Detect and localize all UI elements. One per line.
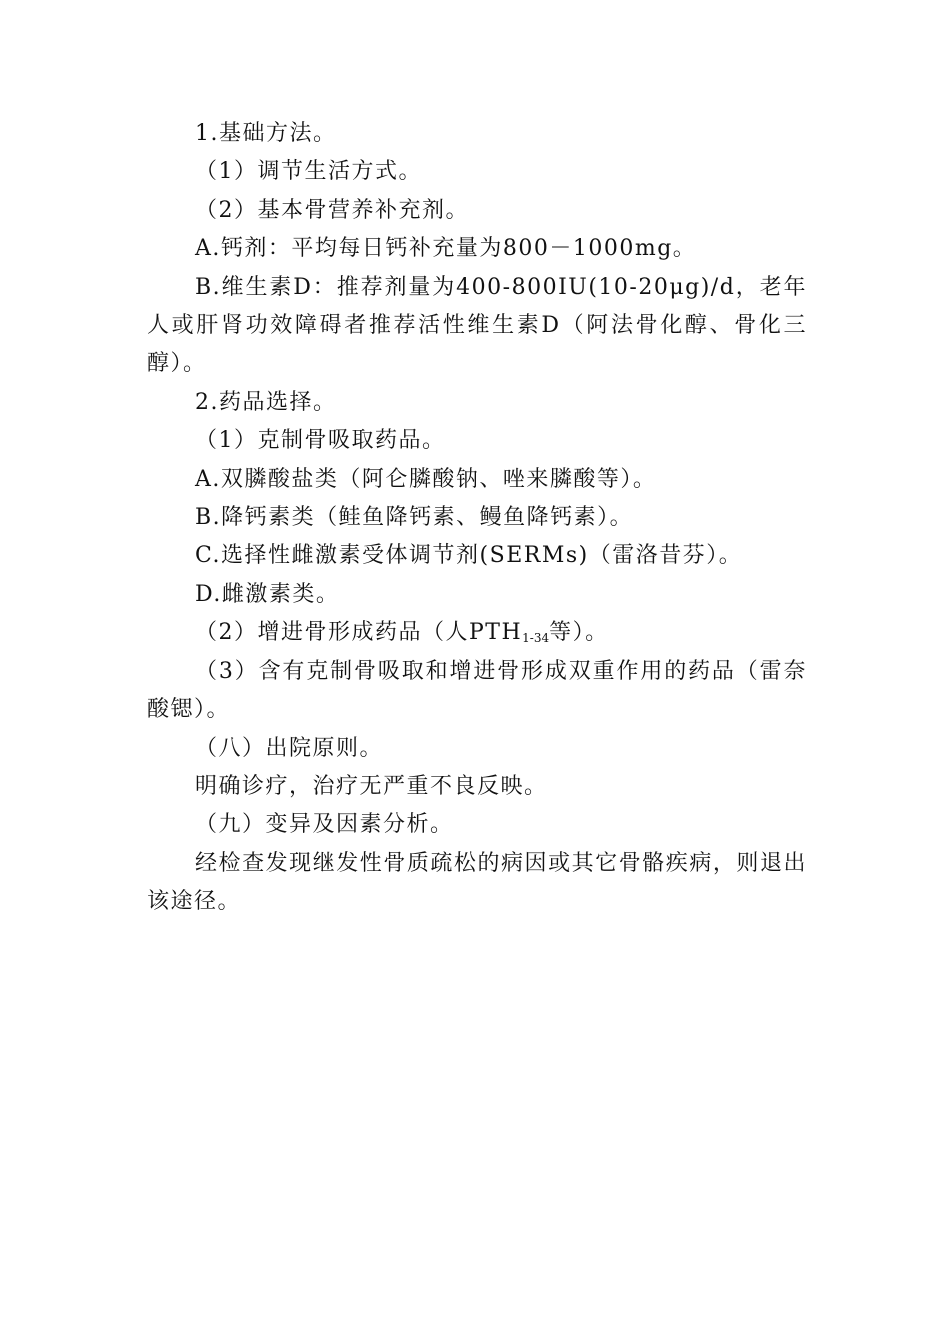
pth-text-after: 等）。 [549,620,609,646]
paragraph-basic-methods: 1.基础方法。 [195,121,337,146]
paragraph-vitamin-d: B.维生素D：推荐剂量为400-800IU(10-20μg)/d，老年人或肝肾功效障碍者推荐活性维生素D（阿法骨化醇、骨化三醇）。 [147,274,807,377]
paragraph-discharge-criteria: 明确诊疗，治疗无严重不良反映。 [195,773,548,799]
paragraph-resorption-inhibitors: （1）克制骨吸取药品。 [195,428,446,454]
paragraph-dual-action: （3）含有克制骨吸取和增进骨形成双重作用的药品（雷奈酸锶）。 [147,658,807,723]
paragraph-calcium: A.钙剂：平均每日钙补充量为800－1000mg。 [195,236,697,262]
pth-subscript: 1-34 [522,631,550,646]
paragraph-drug-selection: 2.药品选择。 [195,389,337,415]
paragraph-pth [147,614,807,652]
pth-text-before: （2）增进骨形成药品（人PTH [195,620,523,646]
paragraph-discharge-heading: （八）出院原则。 [195,735,384,761]
paragraph-estrogens: D.雌激素类。 [195,581,340,607]
paragraph-exit-pathway: 经检查发现继发性骨质疏松的病因或其它骨骼疾病，则退出该途径。 [147,850,807,915]
paragraph-bisphosphonates: A.双膦酸盐类（阿仑膦酸钠、唑来膦酸等）。 [195,466,657,492]
paragraph-serms: C.选择性雌激素受体调节剂(SERMs)（雷洛昔芬）。 [195,543,743,569]
paragraph-lifestyle: （1）调节生活方式。 [195,159,422,185]
paragraph-bone-nutrition: （2）基本骨营养补充剂。 [195,197,469,223]
paragraph-variation-heading: （九）变异及因素分析。 [195,812,454,838]
paragraph-calcitonin: B.降钙素类（鲑鱼降钙素、鳗鱼降钙素）。 [195,505,634,531]
document-body [147,115,807,922]
